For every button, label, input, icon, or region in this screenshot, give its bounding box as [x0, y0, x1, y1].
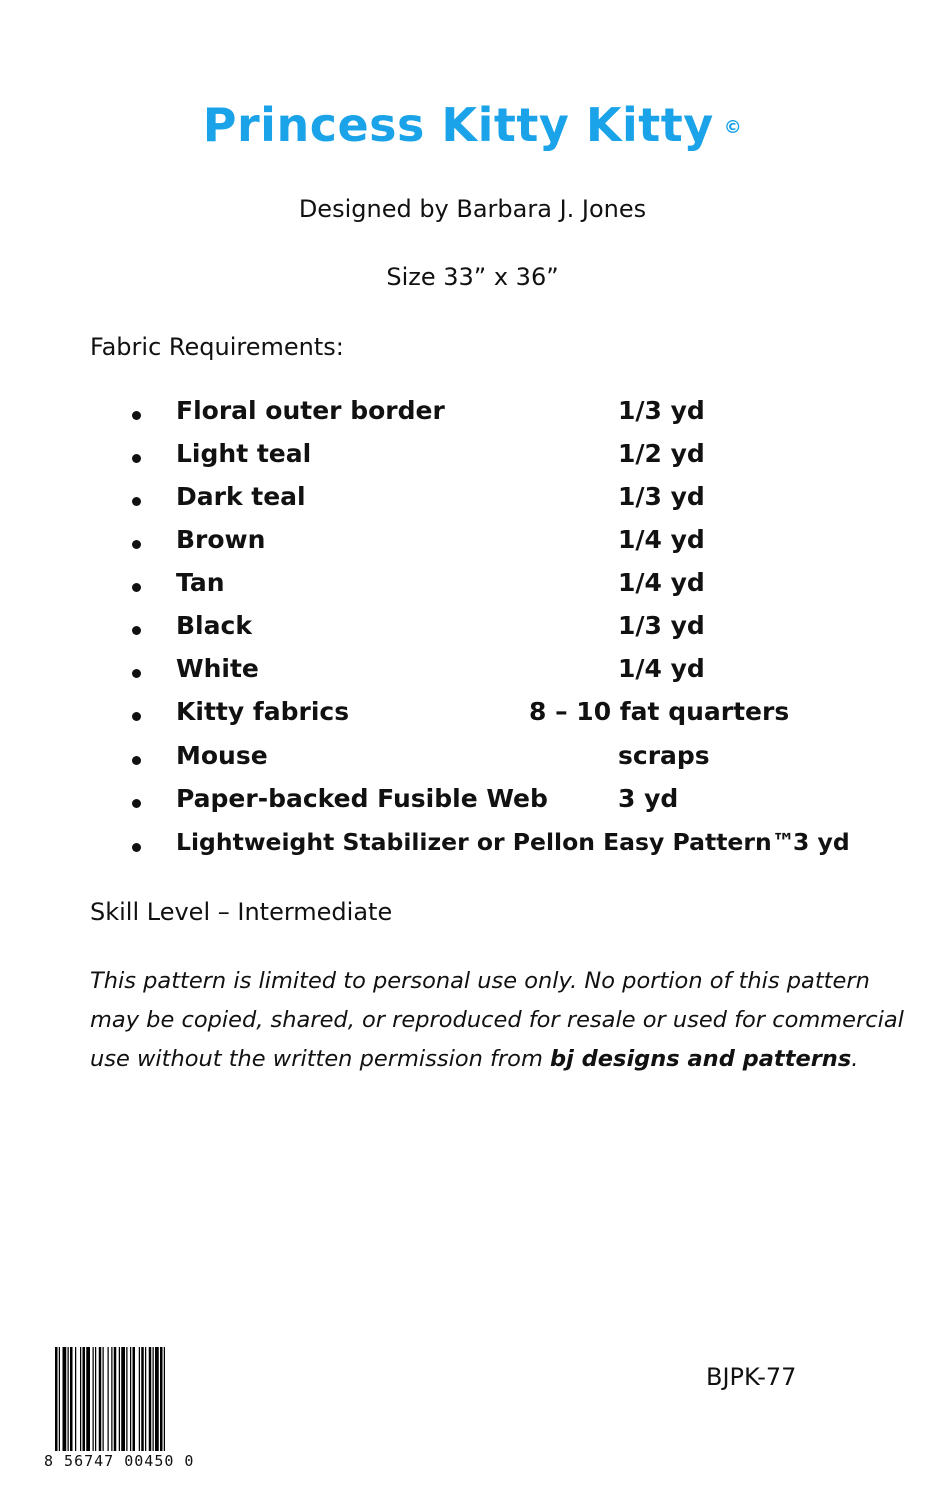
- usage-notice: [90, 962, 920, 1079]
- barcode: [55, 1347, 205, 1451]
- fabric-name: Kitty fabrics: [176, 697, 350, 726]
- fabric-name: White: [176, 654, 259, 683]
- list-item: [0, 828, 945, 868]
- designer-credit: Designed by Barbara J. Jones: [298, 195, 647, 223]
- list-item: [0, 568, 945, 608]
- fabric-name: Floral outer border: [176, 396, 445, 425]
- fabric-quantity: 1/3 yd: [618, 396, 705, 425]
- title-text: Princess Kitty Kitty: [202, 98, 714, 152]
- skill-level: Skill Level – Intermediate: [90, 898, 393, 926]
- fabric-quantity: 1/3 yd: [618, 611, 705, 640]
- bullet-icon: [132, 583, 141, 592]
- list-item: [0, 611, 945, 651]
- fabric-quantity: 1/4 yd: [618, 654, 705, 683]
- fabric-quantity: 3 yd: [793, 828, 850, 856]
- list-item: [0, 654, 945, 694]
- bullet-icon: [132, 411, 141, 420]
- bullet-icon: [132, 756, 141, 765]
- fabric-name: Paper-backed Fusible Web: [176, 784, 548, 813]
- fabric-name: Tan: [176, 568, 225, 597]
- bullet-icon: [132, 626, 141, 635]
- fabric-quantity: 1/4 yd: [618, 525, 705, 554]
- fabric-requirements-heading: Fabric Requirements:: [90, 333, 344, 361]
- notice-text: This pattern is limited to personal use only. No portion of this pattern may be copied, shared, or reproduced for resale or used for commercial use without the written permission from: [90, 968, 904, 1072]
- quilt-size: Size 33” x 36”: [386, 263, 559, 291]
- fabric-name: Dark teal: [176, 482, 306, 511]
- bullet-icon: [132, 669, 141, 678]
- fabric-name: Lightweight Stabilizer or Pellon Easy Pattern™: [176, 828, 796, 856]
- list-item: [0, 741, 945, 781]
- bullet-icon: [132, 799, 141, 808]
- product-code: BJPK-77: [706, 1363, 797, 1391]
- fabric-quantity: 1/3 yd: [618, 482, 705, 511]
- fabric-quantity: 3 yd: [618, 784, 679, 813]
- list-item: [0, 396, 945, 436]
- fabric-quantity: 8 – 10 fat quarters: [529, 697, 790, 726]
- brand-name: bj designs and patterns: [550, 1046, 852, 1072]
- bullet-icon: [132, 712, 141, 721]
- fabric-name: Light teal: [176, 439, 312, 468]
- fabric-name: Mouse: [176, 741, 268, 770]
- bullet-icon: [132, 843, 141, 852]
- fabric-quantity: 1/4 yd: [618, 568, 705, 597]
- bullet-icon: [132, 454, 141, 463]
- page-title: [0, 98, 945, 152]
- list-item: [0, 439, 945, 479]
- list-item: [0, 697, 945, 737]
- fabric-name: Black: [176, 611, 252, 640]
- bullet-icon: [132, 540, 141, 549]
- list-item: [0, 784, 945, 824]
- notice-end: .: [851, 1046, 859, 1072]
- fabric-name: Brown: [176, 525, 266, 554]
- fabric-quantity: 1/2 yd: [618, 439, 705, 468]
- fabric-quantity: scraps: [618, 741, 710, 770]
- list-item: [0, 525, 945, 565]
- bullet-icon: [132, 497, 141, 506]
- barcode-digits: 8 56747 00450 0: [44, 1452, 195, 1470]
- copyright-mark: ©: [723, 117, 743, 138]
- list-item: [0, 482, 945, 522]
